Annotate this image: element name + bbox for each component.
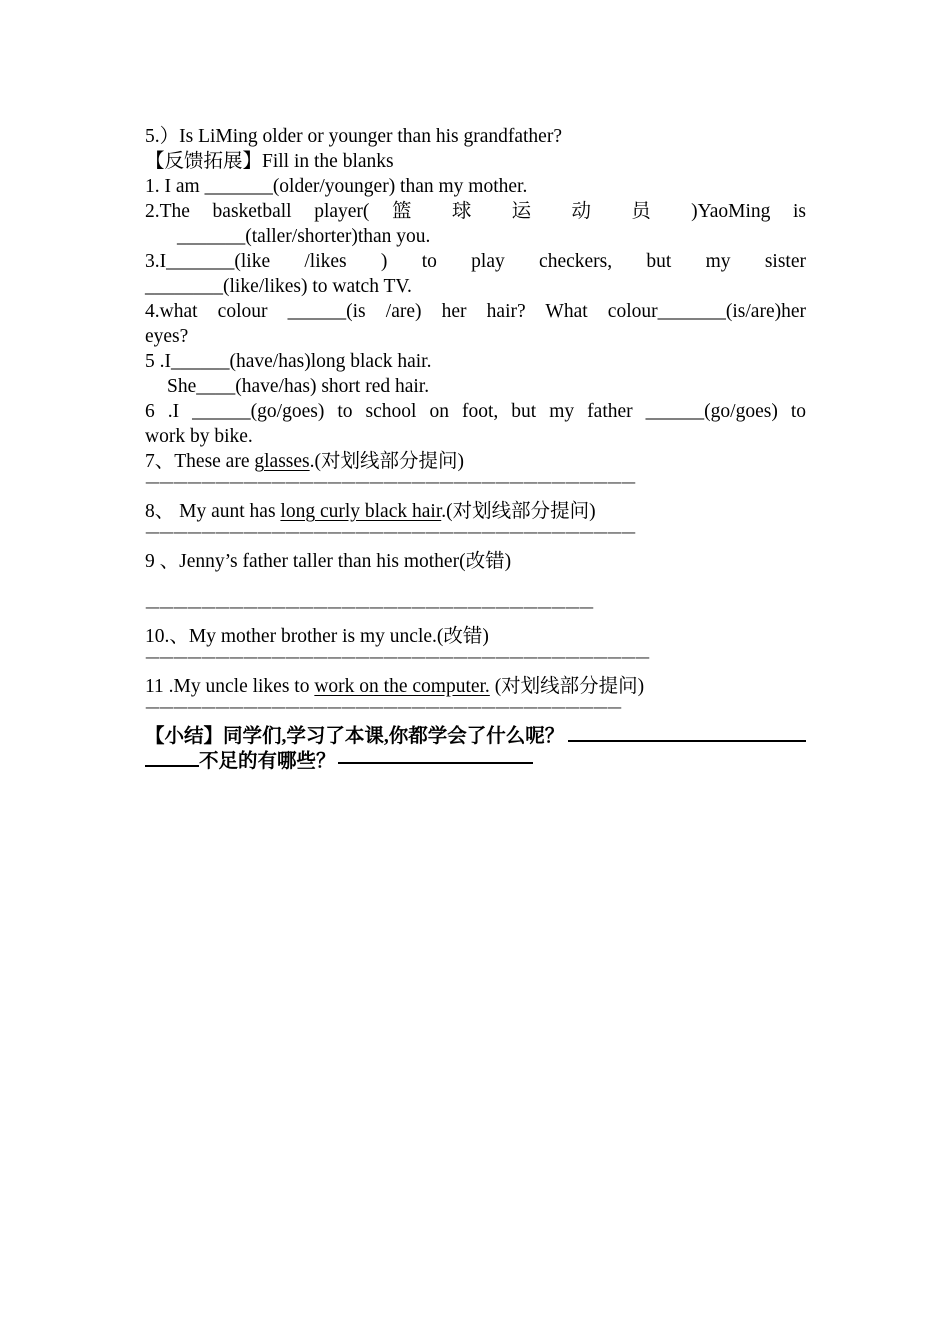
summary-answer-rule-1 [568, 740, 806, 742]
question-11-underlined: work on the computer. [314, 676, 490, 697]
question-11-instruction: (对划线部分提问) [489, 676, 645, 697]
fill-item-4-line1: 4.what colour ______(is /are) her hair? What colour_______(is/are)her [145, 301, 806, 322]
fill-item-2-line2: _______(taller/shorter)than you. [177, 226, 431, 247]
answer-line-10: ———————————————————————————————————— [145, 649, 649, 666]
answer-line-7: ——————————————————————————————————— [145, 474, 635, 491]
fill-item-3-line1: 3.I_______(like /likes ) to play checkers, but my sister [145, 251, 806, 272]
fill-item-5-line1: 5 .I______(have/has)long black hair. [145, 351, 432, 372]
summary-answer-rule-2 [145, 765, 199, 767]
fill-item-5-line2: She____(have/has) short red hair. [167, 376, 430, 397]
fill-item-1: 1. I am _______(older/younger) than my mother. [145, 176, 528, 197]
question-8 [145, 499, 806, 524]
question-5-previous: 5.）Is LiMing older or younger than his grandfather? [145, 126, 562, 147]
feedback-heading: 【反馈拓展】Fill in the blanks [145, 151, 394, 172]
summary-prompt: 【小结】同学们,学习了本课,你都学会了什么呢？ [145, 726, 565, 747]
answer-line-9: ———————————————————————————————— [145, 599, 593, 616]
question-7 [145, 449, 806, 474]
blank-space [145, 574, 806, 599]
answer-line-11: —————————————————————————————————— [145, 699, 621, 716]
question-11-text: 11 .My uncle likes to [145, 676, 315, 697]
question-8-underlined: long curly black hair [280, 501, 442, 522]
question-7-instruction: .(对划线部分提问) [309, 451, 464, 472]
fill-item-6-line1: 6 .I ______(go/goes) to school on foot, but my father ______(go/goes) to [145, 401, 806, 422]
answer-line-8: ——————————————————————————————————— [145, 524, 635, 541]
question-8-instruction: .(对划线部分提问) [441, 501, 596, 522]
question-9: 9 、Jenny’s father taller than his mother(改错) [145, 551, 512, 572]
fill-item-3-line2: ________(like/likes) to watch TV. [145, 276, 412, 297]
summary-answer-rule-3 [338, 762, 533, 764]
fill-item-4-line2: eyes? [145, 326, 189, 347]
summary-line-1 [145, 724, 806, 749]
question-11 [145, 674, 806, 699]
question-7-text: 7、These are [145, 451, 255, 472]
worksheet-content [145, 124, 806, 774]
summary-line-2 [145, 749, 806, 774]
fill-item-6-line2: work by bike. [145, 426, 253, 447]
question-7-underlined: glasses [254, 451, 310, 472]
summary-shortcomings-prompt: 不足的有哪些？ [199, 751, 336, 772]
question-8-text: 8、 My aunt has [145, 501, 281, 522]
question-10: 10.、My mother brother is my uncle.(改错) [145, 626, 489, 647]
fill-item-2-line1: 2.The basketball player( 篮 球 运 动 员 )YaoMing is [145, 201, 806, 222]
